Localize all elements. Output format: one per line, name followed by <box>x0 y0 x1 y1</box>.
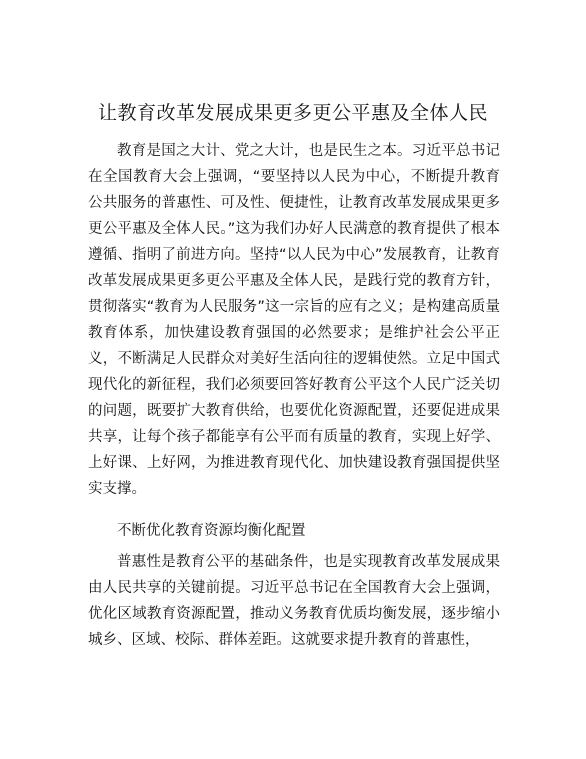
body-paragraph-section: 普惠性是教育公平的基础条件，也是实现教育改革发展成果由人民共享的关键前提。习近平总书记在全国教育大会上强调，优化区域教育资源配置，推动义务教育优质均衡发展，逐步缩小城乡、区域、校际、群体差距。这就要求提升教育的普惠性， <box>88 554 500 648</box>
body-paragraph-intro: 教育是国之大计、党之大计，也是民生之本。习近平总书记在全国教育大会上强调，“要坚持以人民为中心，不断提升教育公共服务的普惠性、可及性、便捷性，让教育改革发展成果更多更公平惠及全体人民。”这为我们办好人民满意的教育提供了根本遵循、指明了前进方向。坚持“以人民为中心”发展教育，让教育改革发展成果更多更公平惠及全体人民，是践行党的教育方针，贯彻落实“教育为人民服务”这一宗旨的应有之义；是构建高质量教育体系，加快建设教育强国的必然要求；是维护社会公平正义，不断满足人民群众对美好生活向往的逻辑使然。立足中国式现代化的新征程，我们必须要回答好教育公平这个人民广泛关切的问题，既要扩大教育供给，也要优化资源配置，还要促进成果共享，让每个孩子都能享有公平而有质量的教育，实现上好学、上好课、上好网，为推进教育现代化、加快建设教育强国提供坚实支撑。 <box>88 143 500 497</box>
document-title: 让教育改革发展成果更多更公平惠及全体人民 <box>97 102 488 124</box>
section-heading: 不断优化教育资源均衡化配置 <box>117 523 306 539</box>
